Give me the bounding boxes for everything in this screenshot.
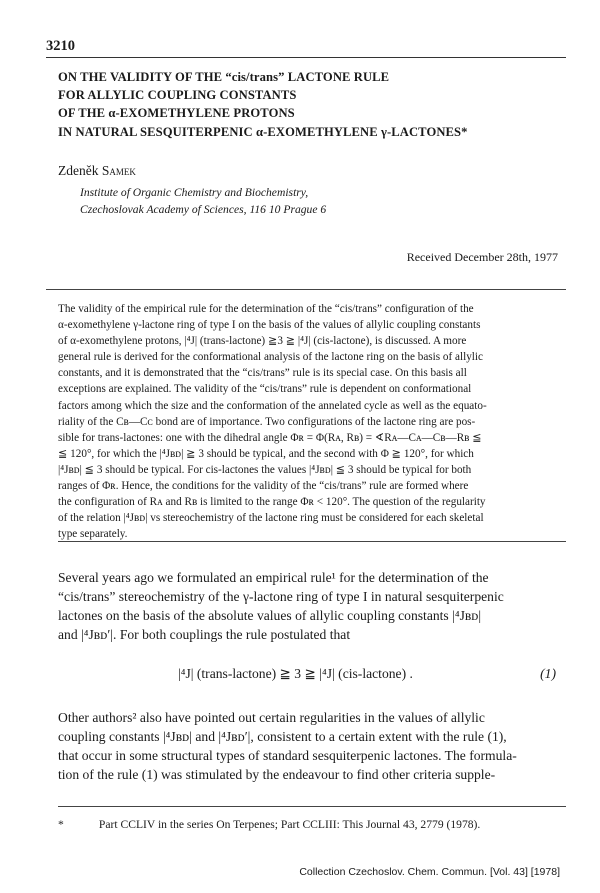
footnote xyxy=(58,818,480,831)
footnote-mark: * xyxy=(58,818,64,831)
abstract-line: α-exomethylene γ-lactone ring of type I on the basis of the values of allylic coupling constants xyxy=(58,319,481,332)
title-line: FOR ALLYLIC COUPLING CONSTANTS xyxy=(58,88,297,103)
abstract-line: exceptions are explained. The validity of the “cis/trans” rule is dependent on conformational xyxy=(58,383,472,396)
abstract xyxy=(58,301,578,542)
body-paragraph-2 xyxy=(58,708,578,784)
article-title xyxy=(58,68,568,141)
body-line: Several years ago we formulated an empirical rule¹ for the determination of the xyxy=(58,570,489,585)
abstract-line: of α-exomethylene protons, |⁴J| (trans-lactone) ≧3 ≧ |⁴J| (cis-lactone), is discussed. A more xyxy=(58,335,467,348)
abstract-line: general rule is derived for the conformational analysis of the lactone ring on the basis of allylic xyxy=(58,351,483,364)
body-line: that occur in some structural types of standard sesquiterpenic lactones. The formula- xyxy=(58,748,517,764)
abstract-line: factors among which the size and the conformation of the annelated cycle as well as the equato- xyxy=(58,399,487,412)
author-last-name: Samek xyxy=(101,163,136,178)
abstract-line: The validity of the empirical rule for the determination of the “cis/trans” configuration of the xyxy=(58,303,474,315)
author-name xyxy=(58,163,136,179)
abstract-line: ≦ 120°, for which the |⁴Jʙᴅ| ≧ 3 should be typical, and the second with Φ ≧ 120°, for which xyxy=(58,447,474,460)
title-line: IN NATURAL SESQUITERPENIC α-EXOMETHYLENE γ-LACTONES* xyxy=(58,124,468,139)
abstract-line: type separately. xyxy=(58,528,128,541)
journal-footer: Collection Czechoslov. Chem. Commun. [Vol. 43] [1978] xyxy=(299,866,560,878)
affiliation-line: Czechoslovak Academy of Sciences, 116 10 Prague 6 xyxy=(80,203,327,216)
abstract-line: ranges of Φʀ. Hence, the conditions for the validity of the “cis/trans” rule are formed where xyxy=(58,480,469,493)
abstract-line: of the relation |⁴Jʙᴅ| vs stereochemistry of the lactone ring must be considered for each skeletal xyxy=(58,512,484,525)
author-first-name: Zdeněk xyxy=(58,163,99,178)
body-line: “cis/trans” stereochemistry of the γ-lactone ring of type I in natural sesquiterpenic xyxy=(58,589,504,605)
abstract-line: the configuration of Rᴀ and Rʙ is limited to the range Φʀ < 120°. The question of the regularity xyxy=(58,496,486,509)
body-paragraph-1 xyxy=(58,568,578,644)
abstract-line: riality of the Cʙ—Cᴄ bond are of importance. Two configurations of the lactone ring are pos- xyxy=(58,415,476,428)
header-rule xyxy=(46,57,566,58)
equation-number: (1) xyxy=(540,666,556,681)
body-line: tion of the rule (1) was stimulated by the endeavour to find other criteria supple- xyxy=(58,767,496,783)
abstract-line: constants, and it is demonstrated that the “cis/trans” rule is its special case. On this basis all xyxy=(58,367,467,380)
title-line: OF THE α-EXOMETHYLENE PROTONS xyxy=(58,106,295,121)
title-line: ON THE VALIDITY OF THE “cis/trans” LACTONE RULE xyxy=(58,70,390,84)
body-line: Other authors² also have pointed out certain regularities in the values of allylic xyxy=(58,710,485,725)
author-affiliation xyxy=(80,184,326,218)
body-line: and |⁴Jʙᴅ′|. For both couplings the rule postulated that xyxy=(58,627,351,643)
body-line: coupling constants |⁴Jʙᴅ| and |⁴Jʙᴅ′|, consistent to a certain extent with the rule (1), xyxy=(58,729,507,745)
affiliation-line: Institute of Organic Chemistry and Biochemistry, xyxy=(80,186,309,199)
footnote-text: Part CCLIV in the series On Terpenes; Part CCLIII: This Journal 43, 2779 (1978). xyxy=(98,818,481,831)
abstract-line: |⁴Jʙᴅ| ≦ 3 should be typical. For cis-lactones the values |⁴Jʙᴅ| ≦ 3 should be typical for both xyxy=(58,463,472,476)
page-number: 3210 xyxy=(46,38,75,54)
abstract-bottom-rule xyxy=(58,541,566,542)
footnote-rule xyxy=(58,806,566,807)
abstract-top-rule xyxy=(46,289,566,290)
body-line: lactones on the basis of the absolute values of allylic coupling constants |⁴Jʙᴅ| xyxy=(58,608,482,624)
equation-1: |⁴J| (trans-lactone) ≧ 3 ≧ |⁴J| (cis-lactone) . xyxy=(178,666,413,681)
abstract-line: sible for trans-lactones: one with the dihedral angle Φʀ = Φ(Rᴀ, Rʙ) = ∢Rᴀ—Cᴀ—Cʙ—Rʙ ≦ xyxy=(58,431,482,444)
received-date: Received December 28th, 1977 xyxy=(406,250,558,264)
